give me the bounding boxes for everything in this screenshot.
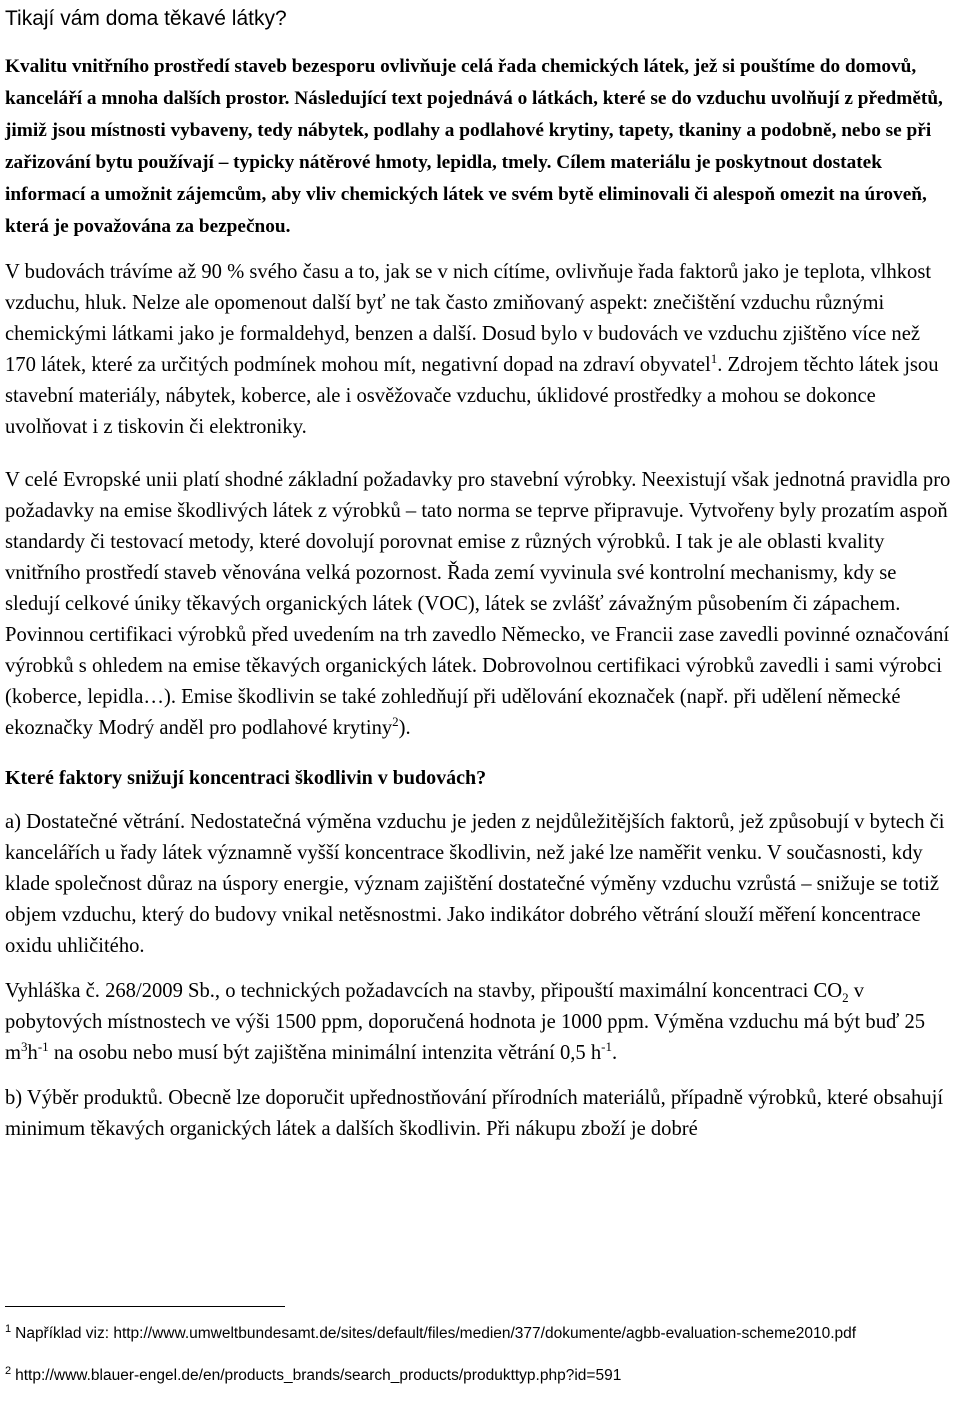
- footnotes: [5, 1320, 955, 1389]
- paragraph-regulation: [5, 976, 955, 1069]
- footnote-separator: [5, 1306, 285, 1307]
- paragraph-text: Vyhláška č. 268/2009 Sb., o technických požadavcích na stavby, připouští maximální koncentraci CO: [5, 980, 843, 1002]
- footnote-link[interactable]: http://www.umweltbundesamt.de/sites/default/files/medien/377/dokumente/agbb-evaluation-scheme2010.pdf: [113, 1325, 857, 1342]
- paragraph-text: h: [27, 1042, 38, 1064]
- paragraph-products: b) Výběr produktů. Obecně lze doporučit upřednostňování přírodních materiálů, případně výrobků, které obsahují minimum těkavých organických látek a dalších škodlivin. Při nákupu zboží je dobré: [5, 1087, 944, 1140]
- footnote-number: 1: [5, 1323, 12, 1335]
- footnote-1: [5, 1320, 955, 1347]
- superscript: 3: [21, 1039, 28, 1054]
- paragraph-text: V celé Evropské unii platí shodné základní požadavky pro stavební výrobky. Neexistují však jednotná pravidla pro požadavky na emise škodlivých látek z výrobků – tato norma se teprve připravuje. Vytvořeny byly prozatím aspoň standardy či testovací metody, které dovolují porovnat emise z různých výrobků. I tak je ale oblasti kvality vnitřního prostředí staveb věnována velká pozornost. Řada zemí vyvinula své kontrolní mechanismy, kdy se sledují celkové úniky těkavých organických látek (VOC), látek se zvlášť závažným působením či zápachem. Povinnou certifikaci výrobků před uvedením na trh zavedlo Německo, ve Francii zase zavedli povinné označování výrobků s ohledem na emise těkavých organických látek. Dobrovolnou certifikaci výrobků zavedli i sami výrobci (koberce, lepidla…). Emise škodlivin se také zohledňují při udělování ekoznaček (např. při udělení německé ekoznačky Modrý anděl pro podlahové krytiny: [5, 469, 951, 739]
- paragraph-text: na osobu nebo musí být zajištěna minimální intenzita větrání 0,5 h: [48, 1042, 602, 1064]
- footnote-ref-1[interactable]: 1: [710, 351, 718, 366]
- paragraph-text: . Zdrojem těchto látek jsou stavební materiály, nábytek, koberce, ale i osvěžovače vzduchu, úklidové prostředky a mohou se dokonce uvolňovat i z tiskovin či elektroniky.: [5, 354, 939, 438]
- section-heading: Které faktory snižují koncentraci škodlivin v budovách?: [5, 767, 487, 789]
- page-title: Tikají vám doma těkavé látky?: [5, 7, 287, 30]
- paragraph-buildings: [5, 257, 955, 443]
- document-page: [5, 0, 955, 1145]
- footnote-ref-2[interactable]: 2: [392, 714, 399, 729]
- subscript: 2: [842, 990, 849, 1005]
- paragraph-text: .: [612, 1042, 618, 1064]
- paragraph-text: ).: [398, 717, 411, 739]
- superscript: -1: [37, 1039, 49, 1054]
- footnote-link[interactable]: http://www.blauer-engel.de/en/products_brands/search_products/produkttyp.php?id=591: [15, 1367, 622, 1384]
- superscript: -1: [601, 1039, 612, 1054]
- intro-paragraph: Kvalitu vnitřního prostředí staveb bezesporu ovlivňuje celá řada chemických látek, jež si pouštíme do domovů, kanceláří a mnoha dalších prostor. Následující text pojednává o látkách, které se do vzduchu uvolňují z předmětů, jimiž jsou místnosti vybaveny, tedy nábytek, podlahy a podlahové krytiny, tapety, tkaniny a podobně, nebo se při zařizování bytu používají – typicky nátěrové hmoty, lepidla, tmely. Cílem materiálu je poskytnout dostatek informací a umožnit zájemcům, aby vliv chemických látek ve svém bytě eliminovali či alespoň omezit na úroveň, která je považována za bezpečnou.: [5, 56, 943, 237]
- footnote-number: 2: [5, 1365, 12, 1377]
- paragraph-text: V budovách trávíme až 90 % svého času a to, jak se v nich cítíme, ovlivňuje řada faktorů jako je teplota, vlhkost vzduchu, hluk. Nelze ale opomenout další byť ne tak často zmiňovaný aspekt: znečištění vzduchu různými chemickými látkami jako je formaldehyd, benzen a další. Dosud bylo v budovách ve vzduchu zjištěno více než 170 látek, které za určitých podmínek mohou mít, negativní dopad na zdraví obyvatel: [5, 261, 932, 376]
- footnote-2: [5, 1362, 955, 1389]
- paragraph-ventilation: a) Dostatečné větrání. Nedostatečná výměna vzduchu je jeden z nejdůležitějších faktorů, jež způsobují v bytech či kancelářích u řady látek významně vyšší koncentrace škodlivin, než jaké lze naměřit venku. V současnosti, kdy klade společnost důraz na úspory energie, význam zajištění dostatečné výměny vzduchu vzrůstá – snižuje se totiž objem vzduchu, který do budovy vnikal netěsnostmi. Jako indikátor dobrého větrání slouží měření koncentrace oxidu uhličitého.: [5, 811, 945, 957]
- footnote-prefix: Například viz:: [15, 1325, 114, 1342]
- paragraph-text: v pobytových místnostech ve výši 1500 ppm, doporučená hodnota je 1000 ppm. Výměna vzduchu má být buď 25 m: [5, 980, 926, 1064]
- paragraph-eu-rules: [5, 465, 955, 744]
